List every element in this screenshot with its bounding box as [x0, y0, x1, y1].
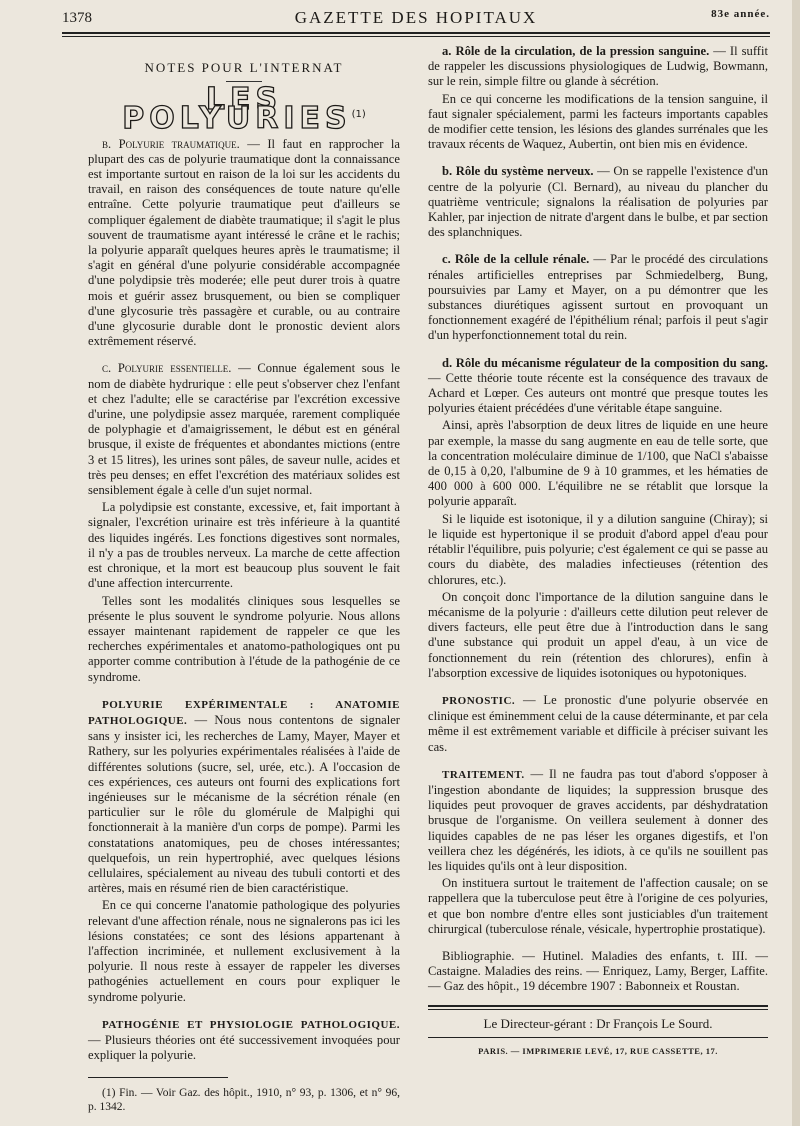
rule [428, 1005, 768, 1007]
left-column [88, 44, 400, 1116]
header-rule [62, 32, 770, 34]
page-edge [792, 0, 800, 1126]
journal-title: GAZETTE DES HOPITAUX [294, 8, 538, 27]
rule [428, 1037, 768, 1038]
paragraph-pathogenie [88, 1017, 400, 1064]
paragraph-polyurie-traumatique [88, 137, 400, 350]
paragraph: On instituera surtout le traitement de l'affection causale; on se rappellera que la tuberculose peut être à l'origine de ces polyuries, et que bon nombre d'entre elles sont justiciables d'un traitement chirurgical (tuberculose rénale, vésicale, hypertrophie prostatique). [428, 876, 768, 936]
paragraph: La polydipsie est constante, excessive, et, fait important à signaler, l'excrétion urinaire est très inférieure à la quantité des liquides ingérés. Les fonctions digestives sont normales, il n'y a pas de troubles nerveux. La marche de cette affection est chronique, et la mort est beaucoup plus souvent le fait d'une affection intercurrente. [88, 500, 400, 591]
paragraph-text: — Plusieurs théories ont été successivement invoquées pour expliquer la polyurie. [88, 1032, 400, 1063]
article-title [88, 82, 400, 137]
section-heading: TRAITEMENT. [442, 768, 525, 781]
page-number: 1378 [62, 10, 92, 26]
paragraph-text: — Connue également sous le nom de diabète hydrurique : elle peut s'observer chez l'enfant et chez l'adulte; elle se caractérise par l'excrétion excessive d'urine, une polydipsie assez marquée, rarement compliquée de polyphagie et d'amaigrissement, le début est en général brusque, il existe de fréquentes et abondantes mictions (entre 3 et 15 litres), les urines sont pâles, de saveur nulle, acides et très peu denses; en effet l'excrétion des matériaux solides est sensiblement égale à celle d'un sujet normal. [88, 361, 401, 498]
paragraph-lead: c. Polyurie essentielle. [102, 361, 232, 376]
section-heading: PATHOGÉNIE ET PHYSIOLOGIE PATHOLOGIQUE. [102, 1018, 400, 1031]
paragraph-circulation [428, 44, 768, 90]
paragraph-polyurie-experimentale [88, 697, 400, 897]
paragraph-text: — Par le procédé des circulations rénales artificielles entreprises par Schmiedelberg, Bung, poursuivies par Lamy et Mayer, on a pu démontrer que les substances diurétiques agissent surtout en provoquant un fonctionnement exagéré de l'épithélium rénal; parfois il peut s'agir d'un hyperfonctionnement total du rein. [428, 252, 768, 343]
footnote: (1) Fin. — Voir Gaz. des hôpit., 1910, n° 93, p. 1306, et n° 96, p. 1342. [88, 1087, 400, 1114]
paragraph-lead: b. Rôle du système nerveux. [442, 164, 594, 179]
title-footnote-ref: (1) [351, 109, 366, 121]
paragraph-systeme-nerveux [428, 164, 768, 240]
paragraph: Ainsi, après l'absorption de deux litres de liquide en une heure par exemple, la masse du sang augmente en eau de telle sorte, que la concentration moléculaire diminue de 1/100, que NaCl s'abaisse de 0,15 à 0,20, l'albumine de 9 à 10 grammes, et les hématies de 400 000 à 600 000. L'équilibre ne se rétablit que lorsque la polyurie apparaît. [428, 418, 768, 509]
right-column [428, 44, 768, 1059]
imprint-line: PARIS. — IMPRIMERIE LEVÉ, 17, RUE CASSETTE, 17. [478, 1045, 718, 1056]
paragraph-cellule-renale [428, 252, 768, 343]
section-heading: POLYURIE EXPÉRIMENTALE : ANATOMIE PATHOLOGIQUE. [88, 698, 400, 727]
section-heading: PRONOSTIC. [442, 694, 516, 707]
paragraph-lead: c. Rôle de la cellule rénale. [442, 252, 590, 267]
section-kicker: NOTES POUR L'INTERNAT [144, 60, 344, 75]
paragraph: Telles sont les modalités cliniques sous lesquelles se présente le plus souvent le syndrome polyurie. Nous allons essayer maintenant rapidement de rappeler ce que les recherches expérimentales et anatomo-pathologiques ont pu apporter comme contribution à l'étude de la pathogénie de ce syndrome. [88, 593, 400, 684]
paragraph-text: — Le pronostic d'une polyurie observée en clinique est éminemment celui de la cause déterminante, et par cela même il est extrêmement variable et difficile à préciser suivant les cas. [428, 692, 768, 754]
paragraph-text: — On se rappelle l'existence d'un centre de la polyurie (Cl. Bernard), au niveau du plancher du quatrième ventricule; signalons la réalisation de polyuries par Kahler, par injection de nitrate d'argent dans le bulbe, et par section des splanchniques. [428, 164, 769, 240]
paragraph-pronostic [428, 693, 768, 755]
paragraph-text: — Il faut en rapprocher la plupart des cas de polyurie traumatique dont la connaissance est importante surtout en raison de la loi sur les accidents du travail, en raison des conséquences de toute nature qu'elle entraîne. Cette polyurie traumatique peut d'ailleurs se compliquer également de diabète traumatique; il s'agit le plus souvent de traumatisme ayant intéressé le crâne et le rachis; la polyurie apparaît quelques heures après le traumatisme; il s'agit en général d'une polyurie considérable accompagnée d'une polydipsie très moderée; elle peut durer trois à quatre mois et guérir assez brusquement, ou bien se compliquer d'une glycosurie très passagère et curable, ou au contraire d'une glycosurie durable dont le pronostic devient alors extrêmement réservé. [88, 136, 400, 349]
footnote-rule [88, 1077, 228, 1078]
page-header [62, 8, 770, 28]
paragraph: On conçoit donc l'importance de la dilution sanguine dans le mécanisme de la polyurie : d'ailleurs cette dilution peut relever de divers facteurs, elle peut être due à l'introduction dans le sang d'une substance qui produit un appel d'eau, à un vice de fonctionnement du rein (rétention des chlorures), enfin à l'absorption excessive de liquides isotoniques ou hypotoniques. [428, 589, 768, 680]
paragraph-traitement [428, 767, 768, 874]
year-label: 83e année. [711, 8, 770, 20]
gerant-box [428, 1005, 768, 1059]
paragraph-text: — Cette théorie toute récente est la conséquence des travaux de Achard et Lœper. Ces auteurs ont montré que presque toutes les polyuries étaient précédées d'une véritable étape sanguine. [428, 370, 768, 416]
paragraph-lead: d. Rôle du mécanisme régulateur de la composition du sang. [442, 355, 768, 370]
paragraph-text: — Il suffit de rappeler les discussions physiologiques de Ludwig, Bowmann, sur le rein, simple filtre ou glande à sécrétion. [428, 44, 768, 89]
paragraph-mecanisme-regulateur [428, 356, 768, 417]
gerant-line: Le Directeur-gérant : Dr François Le Sourd. [483, 1015, 713, 1031]
rule [428, 1009, 768, 1010]
paragraph-text: — Il ne faudra pas tout d'abord s'opposer à l'ingestion abondante de liquides; la suppression brusque des liquides peut provoquer de graves accidents, par déshydratation brusque de l'organisme. On veillera seulement à donner des liquides capables de ne pas léser les organes digestifs, et l'on veillera chez les dégénérés, les idiots, à ce qu'ils ne souillent pas les liquides qu'ils ont à leur disposition. [428, 766, 768, 873]
paragraph-polyurie-essentielle [88, 361, 400, 498]
paragraph-text: — Nous nous contentons de signaler sans y insister ici, les recherches de Lamy, Mayer, Mayer et Rathery, sur les polyuries expérimentales réalisées à l'aide de différentes solutions (sucre, sel, urée, etc.). A l'occasion de ces expériences, ces auteurs ont fourni des explications fort ingénieuses sur le mécanisme de la sécrétion rénale (en particulier sur le rôle du glomérule de Malpighi qui fonctionnerait à la manière d'un corps de pompe). Parmi les constatations anatomiques, peu de choses intéressantes; quelquefois, un rein hypertrophié, avec quelques lésions cellulaires, spécialement au niveau des tubuli contorti et des artères, mais en résumé rien de bien caractéristique. [88, 712, 400, 896]
header-rule-thin [62, 36, 770, 37]
paragraph-lead: a. Rôle de la circulation, de la pression sanguine. [442, 44, 710, 58]
paragraph-lead: b. Polyurie traumatique. [102, 136, 240, 151]
paragraph: En ce qui concerne les modifications de la tension sanguine, il faut signaler spécialement, parmi les facteurs importants capables de modifier cette tension, les lésions des glandes surrénales que les travaux récents de Waquez, Aubertin, ont bien mis en évidence. [428, 91, 768, 152]
article-title-text: LES POLYURIES [122, 82, 352, 137]
bibliography: Bibliographie. — Hutinel. Maladies des enfants, t. III. — Castaigne. Maladies des reins. — Enriquez, Lamy, Berger, Laffite. — Gaz des hôpit., 19 décembre 1907 : Babonneix et Roustan. [428, 948, 768, 994]
paragraph: Si le liquide est isotonique, il y a dilution sanguine (Chiray); si le liquide est hypertonique il se produit d'abord appel d'eau pour rétablir l'équilibre, puis polyurie; c'est également ce qui se passe au cours du diabète, des maladies infectieuses (rétention des chlorures, etc.). [428, 511, 768, 587]
paragraph: En ce qui concerne l'anatomie pathologique des polyuries relevant d'une affection rénale, nous ne signalerons pas ici les lésions constatées; ce sont des lésions appartenant à l'affection incriminée, et nullement exclusivement à la polyurie. Il nous reste à essayer de rappeler les diverses pathogénies actuellement en cours pour expliquer le syndrome polyurie. [88, 898, 400, 1004]
